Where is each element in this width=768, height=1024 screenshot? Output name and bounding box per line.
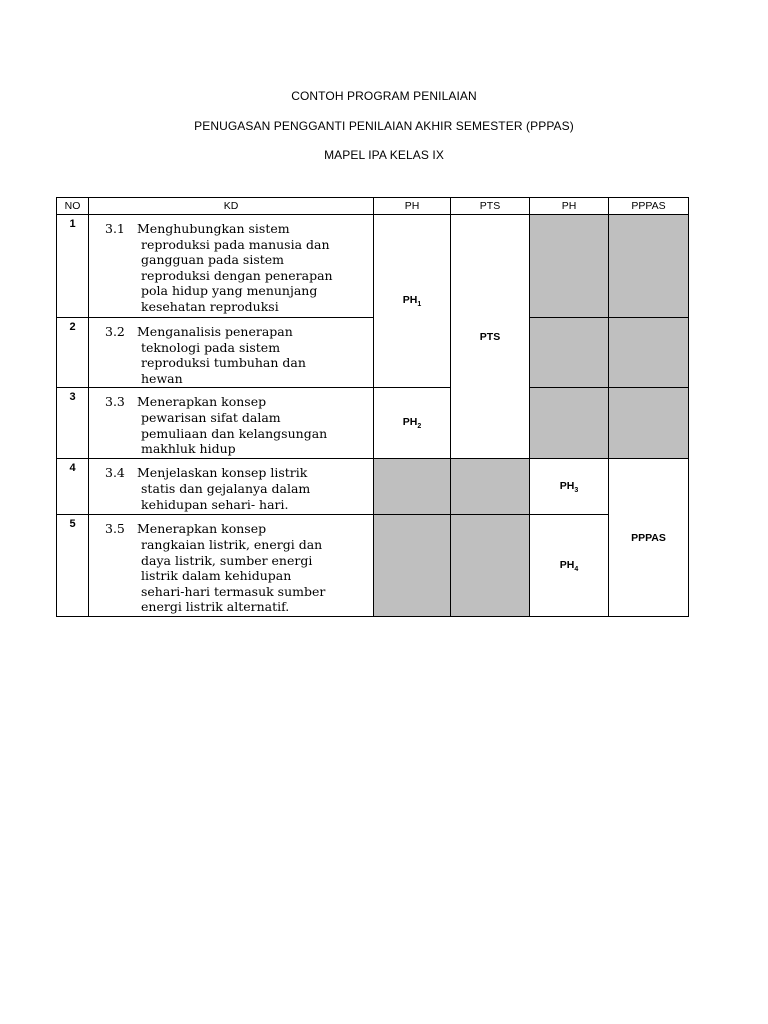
ph3-label: PH	[559, 479, 575, 492]
kd-text: Menganalisis penerapan	[137, 324, 293, 339]
document-subtitle: PENUGASAN PENGGANTI PENILAIAN AKHIR SEMESTER (PPPAS)	[194, 119, 574, 133]
kd-text: gangguan pada sistem	[141, 252, 285, 268]
ph3-cell	[530, 459, 609, 515]
kd-text: reproduksi pada manusia dan	[141, 236, 330, 252]
kd-cell	[89, 215, 374, 318]
kd-text: Menerapkan konsep	[137, 521, 267, 537]
kd-text: Menghubungkan sistem	[137, 221, 290, 236]
column-header-no: NO	[57, 198, 89, 215]
kd-text: energi listrik alternatif.	[141, 599, 290, 615]
ph1-cell	[374, 215, 451, 388]
kd-text: pewarisan sifat dalam	[141, 409, 281, 425]
column-header-kd: KD	[89, 198, 374, 215]
subject-class-title: MAPEL IPA KELAS IX	[324, 148, 444, 162]
table-row	[57, 515, 689, 617]
pts-cell: PTS	[451, 215, 530, 459]
ph4-cell	[530, 515, 609, 617]
kd-number: 3.4	[105, 465, 125, 481]
pppas-cell: PPPAS	[609, 459, 689, 617]
row-number: 1	[57, 215, 89, 318]
column-header-pppas: PPPAS	[609, 198, 689, 215]
row-number: 4	[57, 459, 89, 515]
ph4-label: PH	[559, 558, 575, 571]
shaded-cell	[374, 459, 451, 515]
ph1-subscript: 1	[417, 301, 422, 309]
kd-text: pemuliaan dan kelangsungan	[141, 425, 328, 441]
ph2-label: PH	[402, 416, 418, 429]
row-number: 3	[57, 388, 89, 459]
kd-text: reproduksi dengan penerapan	[141, 267, 333, 283]
table-row	[57, 215, 689, 318]
table-header-row	[57, 198, 689, 215]
shaded-cell	[451, 459, 530, 515]
row-number: 2	[57, 318, 89, 388]
kd-text: pola hidup yang menunjang	[141, 283, 318, 299]
shaded-cell	[530, 215, 609, 318]
kd-number: 3.2	[105, 324, 125, 339]
kd-cell	[89, 318, 374, 388]
column-header-ph: PH	[374, 198, 451, 215]
ph4-subscript: 4	[574, 565, 579, 573]
kd-text: reproduksi tumbuhan dan	[141, 355, 306, 371]
kd-text: kehidupan sehari- hari.	[141, 496, 289, 512]
kd-text: statis dan gejalanya dalam	[141, 480, 311, 496]
column-header-ph-2: PH	[530, 198, 609, 215]
ph3-subscript: 3	[574, 486, 579, 494]
document-title: CONTOH PROGRAM PENILAIAN	[291, 89, 477, 103]
ph1-label: PH	[402, 294, 418, 307]
ph2-subscript: 2	[417, 423, 422, 431]
shaded-cell	[609, 215, 689, 318]
shaded-cell	[451, 515, 530, 617]
assessment-program-table	[56, 197, 689, 617]
shaded-cell	[374, 515, 451, 617]
kd-cell	[89, 388, 374, 459]
kd-number: 3.5	[105, 521, 125, 537]
kd-text: listrik dalam kehidupan	[141, 568, 292, 584]
kd-cell	[89, 459, 374, 515]
shaded-cell	[530, 388, 609, 459]
kd-text: sehari-hari termasuk sumber	[141, 583, 326, 599]
kd-text: Menerapkan konsep	[137, 394, 267, 410]
kd-text: daya listrik, sumber energi	[141, 552, 313, 568]
shaded-cell	[530, 318, 609, 388]
kd-text: makhluk hidup	[141, 441, 236, 457]
column-header-pts: PTS	[451, 198, 530, 215]
shaded-cell	[609, 388, 689, 459]
kd-text: hewan	[141, 370, 183, 386]
kd-number: 3.1	[105, 221, 125, 236]
ph2-cell	[374, 388, 451, 459]
kd-text: Menjelaskan konsep listrik	[137, 465, 308, 481]
table-row	[57, 318, 689, 388]
shaded-cell	[609, 318, 689, 388]
table-row	[57, 459, 689, 515]
kd-cell	[89, 515, 374, 617]
kd-number: 3.3	[105, 394, 125, 410]
kd-text: kesehatan reproduksi	[141, 298, 279, 314]
kd-text: rangkaian listrik, energi dan	[141, 536, 323, 552]
kd-text: teknologi pada sistem	[141, 339, 281, 355]
row-number: 5	[57, 515, 89, 617]
table-row	[57, 388, 689, 459]
